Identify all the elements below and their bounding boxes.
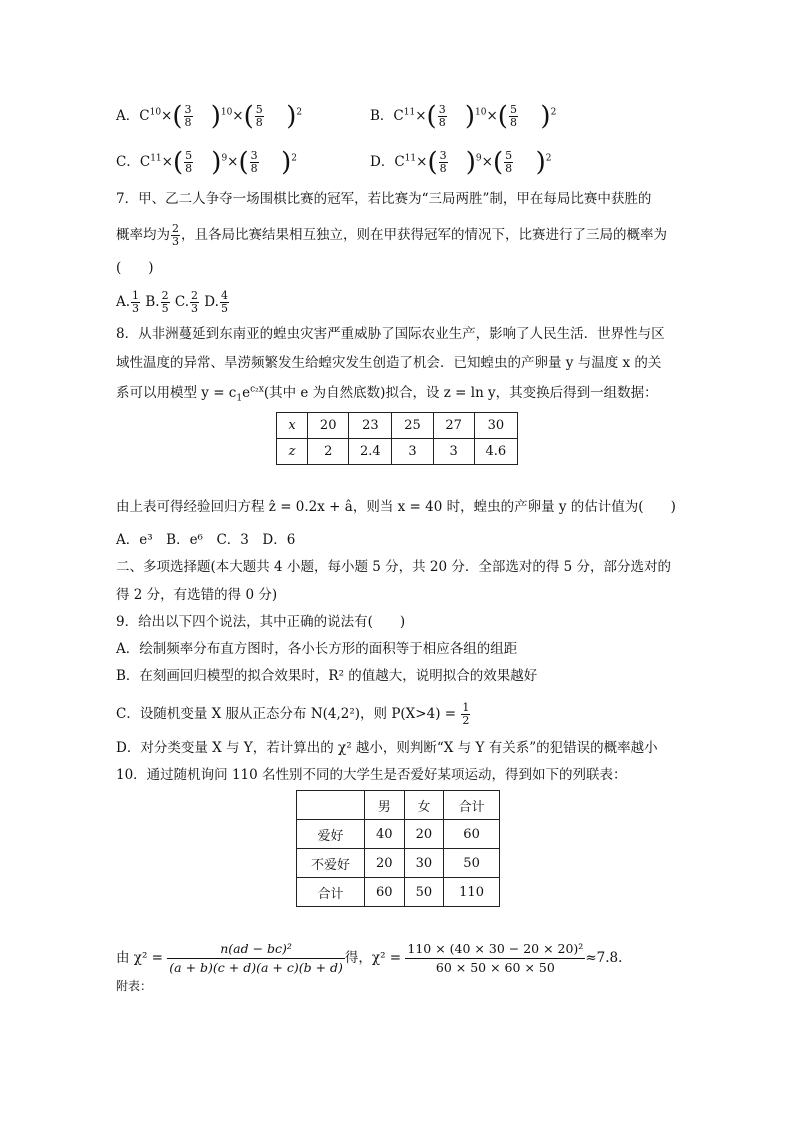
q7-blank: ( ) <box>116 260 154 276</box>
power: 2 <box>291 153 297 164</box>
table-row <box>297 820 500 849</box>
fraction: $\frac{5}{8}$ <box>255 103 263 129</box>
q10-appendix: 附表： <box>116 979 153 993</box>
table-cell: 3 <box>392 439 433 465</box>
fraction: $\frac{5}{8}$ <box>509 103 517 129</box>
table-header <box>297 791 365 820</box>
option-letter: D． <box>370 154 395 170</box>
combination-sup: 11 <box>403 107 416 118</box>
q8-line4: 由上表可得经验回归方程 ẑ = 0.2x + â，则当 x = 40 时，蝗虫的产卵量 y 的估计值为( ) <box>116 499 676 515</box>
combination-symbol: C <box>139 108 150 124</box>
q6-option-a: A．$C^{10}\times$( $\frac{3}{8}$ )$^{10}$×( $\frac{5}{8}$ )$^2$ <box>116 101 303 132</box>
power: 10 <box>475 107 487 118</box>
table-cell: 40 <box>365 820 405 849</box>
fraction: $\frac{2}{3}$ <box>191 289 198 315</box>
q6-option-c: C．$C^{11}\times$( $\frac{5}{8}$ )$^9$×( $\frac{3}{8}$ )$^2$ <box>116 147 297 178</box>
table-cell: 30 <box>474 413 517 439</box>
table-row <box>297 849 500 878</box>
q8-answers: A．e³ B．e⁶ C．3 D．6 <box>116 532 296 548</box>
superscript: c₂x <box>250 384 264 395</box>
table-row <box>277 413 518 439</box>
table-cell: 60 <box>444 820 500 849</box>
q10-contingency-table <box>296 790 500 907</box>
table-cell: 110 <box>444 878 500 907</box>
table-cell: 60 <box>365 878 405 907</box>
table-cell: 27 <box>433 413 474 439</box>
formula-prefix: 由 χ² = <box>116 950 168 966</box>
combination-symbol: C <box>393 108 404 124</box>
table-header: 合计 <box>444 791 500 820</box>
table-cell: 3 <box>433 439 474 465</box>
q9-option-d: D．对分类变量 X 与 Y，若计算出的 χ² 越小，则判断“X 与 Y 有关系”的犯错误的概率越小 <box>116 740 658 756</box>
option-letter: B． <box>370 108 394 124</box>
option-letter: A． <box>116 108 140 124</box>
table-cell: 4.6 <box>474 439 517 465</box>
table-header: 女 <box>404 791 444 820</box>
q9-c-text: C．设随机变量 X 服从正态分布 N(4,2²)，则 P(X>4) = <box>116 706 461 722</box>
fraction: $\frac{1}{3}$ <box>132 289 140 315</box>
option-label: A. <box>116 294 131 310</box>
table-row <box>297 791 500 820</box>
table-cell: x <box>277 413 308 439</box>
table-cell: 2.4 <box>349 439 392 465</box>
q6-option-b: B．$C^{11}\times$( $\frac{3}{8}$ )$^{10}$×( $\frac{5}{8}$ )$^2$ <box>370 101 557 132</box>
table-cell: 50 <box>404 878 444 907</box>
table-cell: z <box>277 439 308 465</box>
fraction: $\frac{3}{8}$ <box>184 103 192 129</box>
q8-data-table <box>276 412 518 465</box>
fraction: $\frac{5}{8}$ <box>185 149 193 175</box>
combination-symbol: C <box>139 154 151 170</box>
table-cell: 23 <box>349 413 392 439</box>
fraction: $\frac{5}{8}$ <box>505 149 513 175</box>
option-label: B. <box>145 294 160 310</box>
chi-square-formula: $\frac{\text{n(ad − bc)²}}{(a + b)(c + d)(a + c)(b + d)}$ <box>169 941 343 975</box>
q9-option-b: B．在刻画回归模型的拟合效果时，R² 的值越大，说明拟合的效果越好 <box>116 668 538 684</box>
table-row <box>277 439 518 465</box>
fraction: $\frac{3}{8}$ <box>439 149 447 175</box>
q8-text: (其中 e 为自然底数)拟合，设 z = ln y，其变换后得到一组数据： <box>263 385 658 401</box>
table-header: 男 <box>365 791 405 820</box>
combination-sup: 11 <box>404 153 417 164</box>
section2-line1: 二、多项选择题(本大题共 4 小题，每小题 5 分，共 20 分．全部选对的得 5 分，部分选对的 <box>116 559 672 575</box>
table-cell: 合计 <box>297 878 365 907</box>
option-letter: C． <box>116 154 140 170</box>
power: 2 <box>545 153 552 164</box>
option-label: D. <box>204 294 219 310</box>
table-cell: 爱好 <box>297 820 365 849</box>
power: 9 <box>475 153 482 164</box>
q8-text: 系可以用模型 y = c <box>116 385 237 401</box>
q7-text: 概率均为 <box>116 227 170 243</box>
q9-option-a: A．绘制频率分布直方图时，各小长方形的面积等于相应各组的组距 <box>116 641 518 657</box>
table-cell: 20 <box>308 413 349 439</box>
table-row <box>297 878 500 907</box>
q7-line1: 7．甲、乙二人争夺一场围棋比赛的冠军，若比赛为“三局两胜”制，甲在每局比赛中获胜的 <box>116 191 652 207</box>
table-cell: 30 <box>404 849 444 878</box>
q8-line1: 8．从非洲蔓延到东南亚的蝗虫灾害严重威胁了国际农业生产，影响了人民生活．世界性与区 <box>116 326 665 342</box>
section2-line2: 得 2 分，有选错的得 0 分) <box>116 587 278 603</box>
chi-square-calculation: $\frac{\text{110 × (40 × 30 − 20 × 20)²}}{60 \times 50 \times 60 \times 50}$ <box>407 941 584 975</box>
calc-result: ≈7.8. <box>585 950 623 966</box>
option-label: C. <box>174 294 189 310</box>
combination-sup: 11 <box>150 153 162 164</box>
combination-symbol: C <box>394 154 405 170</box>
q6-option-d: D．$C^{11}\times$( $\frac{3}{8}$ )$^9$×( $\frac{5}{8}$ )$^2$ <box>370 147 552 178</box>
q7-options <box>116 290 230 315</box>
table-cell: 不爱好 <box>297 849 365 878</box>
q10-formula <box>116 938 622 978</box>
q9-option-c <box>116 702 471 727</box>
fraction: $\frac{2}{3}$ <box>172 222 179 248</box>
fraction: $\frac{4}{5}$ <box>220 289 228 315</box>
power: 2 <box>550 107 557 118</box>
power: 2 <box>296 107 303 118</box>
table-cell: 2 <box>308 439 349 465</box>
q7-text: ，且各局比赛结果相互独立，则在甲获得冠军的情况下，比赛进行了三局的概率为 <box>181 227 667 243</box>
fraction: $\frac{3}{8}$ <box>438 103 446 129</box>
power: 9 <box>221 153 228 164</box>
fraction: $\frac{3}{8}$ <box>250 149 258 175</box>
combination-sup: 10 <box>149 107 162 118</box>
q9-stem: 9．给出以下四个说法，其中正确的说法有( ) <box>116 614 406 630</box>
table-cell: 20 <box>365 849 405 878</box>
q8-line2: 域性温度的异常、旱涝频繁发生给蝗灾发生创造了机会．已知蝗虫的产卵量 y 与温度 x 的关 <box>116 355 662 371</box>
fraction: $\frac{1}{2}$ <box>462 701 470 727</box>
formula-mid: 得，χ² = <box>344 950 406 966</box>
power: 10 <box>220 107 233 118</box>
table-cell: 50 <box>444 849 500 878</box>
e-symbol: e <box>242 385 251 401</box>
subscript: 1 <box>236 393 243 404</box>
table-cell: 20 <box>404 820 444 849</box>
table-cell: 25 <box>392 413 433 439</box>
q10-stem: 10．通过随机询问 110 名性别不同的大学生是否爱好某项运动，得到如下的列联表： <box>116 767 627 783</box>
fraction: $\frac{2}{5}$ <box>161 289 169 315</box>
q8-line3 <box>116 383 658 403</box>
q7-line2 <box>116 223 667 248</box>
